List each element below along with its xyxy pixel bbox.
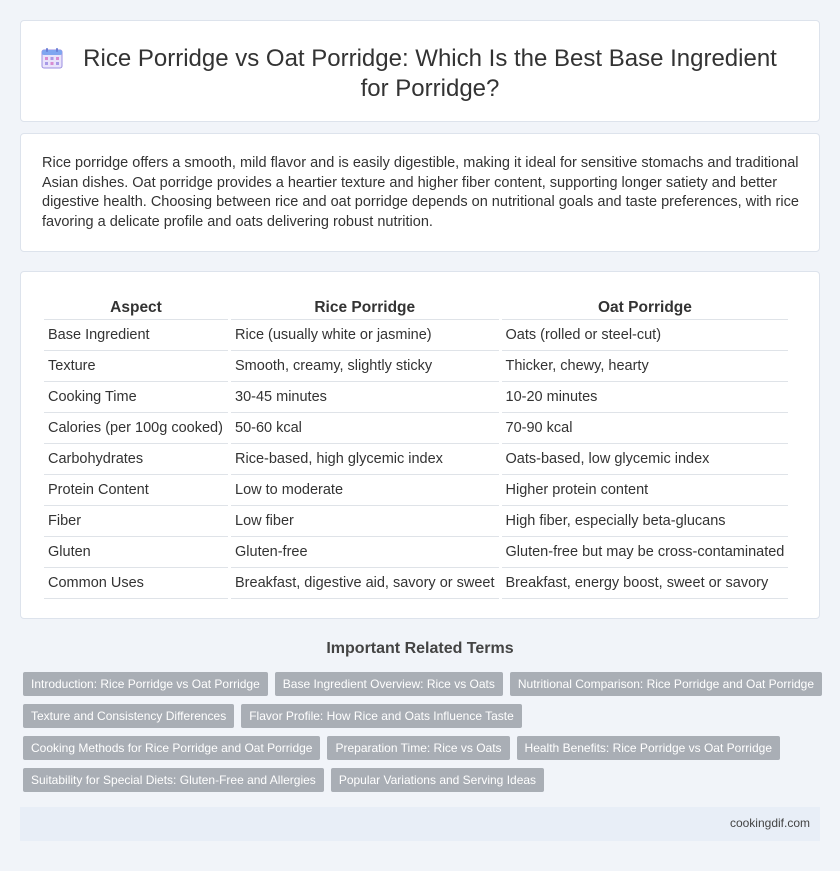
- table-cell: Gluten-free: [231, 537, 499, 568]
- table-row: [44, 444, 788, 475]
- tag-texture-consistency[interactable]: Texture and Consistency Differences: [23, 704, 234, 728]
- table-cell: Texture: [44, 351, 228, 382]
- table-cell: Carbohydrates: [44, 444, 228, 475]
- table-cell: Common Uses: [44, 568, 228, 599]
- table-cell: Oats-based, low glycemic index: [502, 444, 789, 475]
- table-cell: Protein Content: [44, 475, 228, 506]
- tag-special-diets[interactable]: Suitability for Special Diets: Gluten-Free and Allergies: [23, 768, 324, 792]
- header-oat-porridge: Oat Porridge: [502, 294, 789, 320]
- table-cell: Base Ingredient: [44, 320, 228, 351]
- table-cell: Smooth, creamy, slightly sticky: [231, 351, 499, 382]
- tag-introduction[interactable]: Introduction: Rice Porridge vs Oat Porridge: [23, 672, 268, 696]
- tag-base-ingredient-overview[interactable]: Base Ingredient Overview: Rice vs Oats: [275, 672, 503, 696]
- table-row: [44, 382, 788, 413]
- table-row: [44, 320, 788, 351]
- tag-preparation-time[interactable]: Preparation Time: Rice vs Oats: [327, 736, 509, 760]
- table-row: [44, 475, 788, 506]
- tag-row: [23, 768, 823, 792]
- header-aspect: Aspect: [44, 294, 228, 320]
- calendar-grid-icon: [41, 47, 63, 69]
- table-row: [44, 506, 788, 537]
- tag-row: [23, 736, 823, 760]
- header-rice-porridge: Rice Porridge: [231, 294, 499, 320]
- table-cell: High fiber, especially beta-glucans: [502, 506, 789, 537]
- related-terms-tags: [23, 672, 823, 800]
- tag-row: [23, 672, 823, 696]
- tag-nutritional-comparison[interactable]: Nutritional Comparison: Rice Porridge and Oat Porridge: [510, 672, 822, 696]
- title-card: [20, 20, 820, 122]
- table-cell: Fiber: [44, 506, 228, 537]
- related-terms-heading: Important Related Terms: [326, 640, 514, 657]
- table-cell: Rice-based, high glycemic index: [231, 444, 499, 475]
- tag-flavor-profile[interactable]: Flavor Profile: How Rice and Oats Influence Taste: [241, 704, 522, 728]
- table-cell: 50-60 kcal: [231, 413, 499, 444]
- table-cell: Breakfast, energy boost, sweet or savory: [502, 568, 789, 599]
- table-cell: 30-45 minutes: [231, 382, 499, 413]
- footer: [20, 807, 820, 841]
- table-cell: Breakfast, digestive aid, savory or sweet: [231, 568, 499, 599]
- table-cell: Calories (per 100g cooked): [44, 413, 228, 444]
- table-cell: 10-20 minutes: [502, 382, 789, 413]
- table-cell: 70-90 kcal: [502, 413, 789, 444]
- intro-paragraph: Rice porridge offers a smooth, mild flavor and is easily digestible, making it ideal for sensitive stomachs and traditional Asian dishes. Oat porridge provides a heartier texture and higher fiber content, supporting longer satiety and better digestive health. Choosing between rice and oat porridge depends on nutritional goals and taste preferences, with rice favoring a delicate profile and oats delivering robust nutrition.: [42, 155, 799, 230]
- table-row: [44, 568, 788, 599]
- table-row: [44, 537, 788, 568]
- table-cell: Oats (rolled or steel-cut): [502, 320, 789, 351]
- tag-row: [23, 704, 823, 728]
- footer-site-link[interactable]: cookingdif.com: [729, 816, 810, 830]
- table-header-row: [44, 294, 788, 320]
- tag-cooking-methods[interactable]: Cooking Methods for Rice Porridge and Oat Porridge: [23, 736, 320, 760]
- table-cell: Gluten-free but may be cross-contaminated: [502, 537, 789, 568]
- table-cell: Cooking Time: [44, 382, 228, 413]
- table-cell: Higher protein content: [502, 475, 789, 506]
- table-cell: Gluten: [44, 537, 228, 568]
- tag-popular-variations[interactable]: Popular Variations and Serving Ideas: [331, 768, 544, 792]
- table-cell: Thicker, chewy, hearty: [502, 351, 789, 382]
- comparison-table: [41, 294, 791, 599]
- table-row: [44, 413, 788, 444]
- table-cell: Low to moderate: [231, 475, 499, 506]
- comparison-card: [20, 271, 820, 619]
- table-cell: Low fiber: [231, 506, 499, 537]
- intro-card: [20, 133, 820, 252]
- tag-health-benefits[interactable]: Health Benefits: Rice Porridge vs Oat Porridge: [517, 736, 780, 760]
- table-row: [44, 351, 788, 382]
- table-cell: Rice (usually white or jasmine): [231, 320, 499, 351]
- page-title: Rice Porridge vs Oat Porridge: Which Is the Best Base Ingredient for Porridge?: [83, 45, 777, 102]
